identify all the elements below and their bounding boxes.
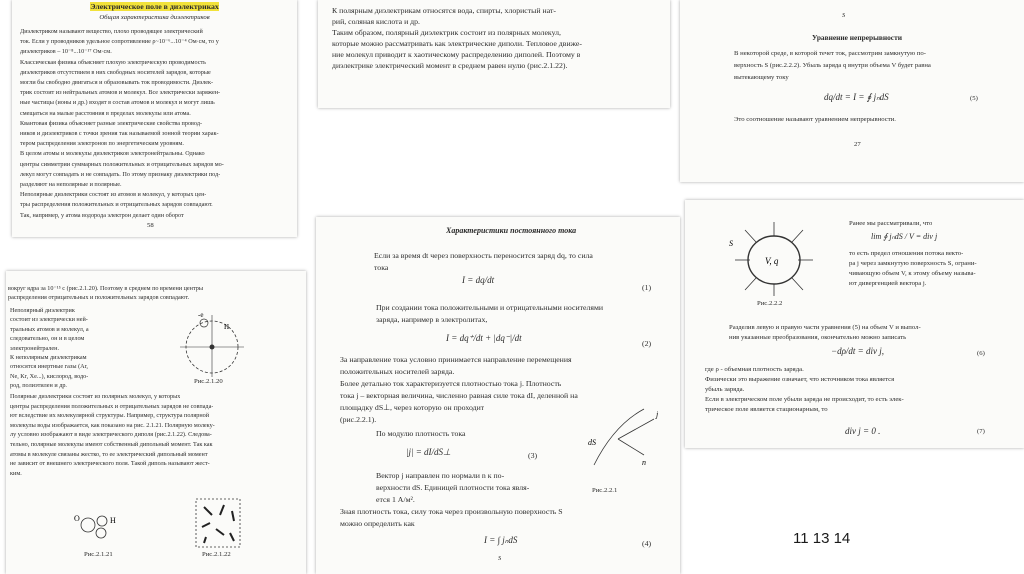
oxygen-label: O (74, 514, 80, 523)
text-line: не зависит от внешнего электрического поля. Такой диполь называют жест- (10, 460, 210, 468)
top-mark: S (842, 12, 846, 19)
text-line: диэлектрике электрический момент в среднем равен нулю (рис.2.1.22). (332, 61, 568, 70)
figure-caption-2-1-22: Рис.2.1.22 (202, 551, 231, 558)
text-line: Вектор j направлен по нормали n к по- (376, 471, 505, 480)
scan-page-nonpolar-polar (6, 271, 306, 574)
equation-1: I = dq/dt (462, 275, 495, 285)
text-line: Неполярный диэлектрик (10, 307, 75, 314)
current-density-figure (584, 405, 670, 487)
text-line: ют дивергенцией вектора j. (849, 280, 927, 287)
text-line: За направление тока условно принимается направление перемещения (340, 355, 572, 364)
volume-label: V, q (765, 256, 779, 266)
scan-page-polar-dielectrics (318, 0, 670, 108)
text-line: убыль заряда. (705, 386, 745, 393)
equation-6-number: (6) (977, 350, 985, 357)
dipoles-figure (194, 497, 242, 549)
figure-caption-2-1-21: Рис.2.1.21 (84, 551, 113, 558)
dipole (216, 529, 224, 535)
water-molecule-figure (74, 507, 124, 547)
flux-arrow (792, 230, 803, 242)
hydrogen-label: H (110, 516, 116, 525)
text-line: ние молекул приводит к хаотическому распределению диполей. Поэтому в (332, 50, 581, 59)
text-line: ют вследствие их молекулярной структуры. Например, структура полярной (10, 412, 210, 420)
n-label: n (642, 458, 646, 467)
surface-label: S (729, 239, 733, 248)
text-line: ников и диэлектриков с точки зрения так называемой зонной теории харак- (20, 130, 219, 137)
text-line: рий, соляная кислота и др. (332, 17, 421, 26)
dipole (232, 511, 234, 521)
equation-7: div j = 0 . (845, 426, 881, 436)
text-line: ра j через замкнутую поверхность S, ограни- (849, 260, 977, 267)
text-line: Так, например, у атома водорода электрон делает один оборот (20, 211, 184, 219)
text-line: трическое поле является стационарным, то (705, 406, 828, 413)
text-line: К полярным диэлектрикам относятся вода, спирты, хлористый нат- (332, 6, 556, 15)
figure-caption-2-2-2: Рис.2.2.2 (757, 300, 783, 307)
text-line: диэлектриков – 10⁻⁸...10⁻¹⁷ Ом·см. (20, 48, 112, 56)
text-line: относятся инертные газы (Ar, (10, 363, 88, 371)
text-line: лу условно изображают в виде электрического диполя (рис.2.1.22). Следова- (10, 431, 212, 439)
scan-page-direct-current (316, 217, 680, 574)
equation-2-number: (2) (642, 339, 652, 348)
page-subtitle: Общая характеристика диэлектриков (99, 14, 210, 21)
hydrogen-atom (96, 528, 106, 538)
text-line: заряда, например в электролитах, (376, 315, 488, 324)
text-line: положительных носителей заряда. (340, 367, 455, 376)
text-line: центры симметрии суммарных положительных и отрицательных зарядов мо- (20, 160, 224, 168)
text-line: молекулы воды изображается, как показано на рис. 2.1.21. Полярную молеку- (10, 421, 215, 429)
text-line: род, полиэтилен и др. (10, 382, 67, 390)
text-line: Неполярные диэлектрики состоят из атомов и молекул, у которых цен- (20, 191, 207, 199)
text-line: В целом атомы и молекулы диэлектриков электронейтральны. Однако (20, 150, 205, 158)
page-title: Электрическое поле в диэлектриках (90, 2, 219, 11)
text-line: диэлектриков отсутствием в них свободных носителей зарядов, которые (20, 68, 211, 76)
text-line: Ne, Kr, Xe...), кислород, водо- (10, 372, 89, 380)
nucleus (210, 345, 215, 350)
electron-label: -e (198, 311, 204, 319)
equation-4-number: (4) (642, 539, 652, 548)
text-line: тры распределения положительных и отрицательных зарядов совпадают. (20, 201, 213, 209)
text-line: тока j – векторная величина, численно равная силе тока dI, деленной на (340, 391, 578, 400)
dipole (230, 533, 234, 541)
equation-3-number: (3) (528, 451, 538, 460)
equation-1-number: (1) (642, 283, 652, 292)
text-line: тером распределения электронов по энергетическим уровням. (20, 140, 184, 148)
text-line: чивающую объем V, к этому объему называ- (849, 270, 976, 277)
ds-label: dS (588, 438, 596, 447)
text-line: Квантовая физика объясняет разные электрические свойства провод- (20, 119, 203, 127)
text-line: Полярные диэлектрики состоят из полярных молекул, у которых (10, 393, 181, 400)
equation-2: I = dq⁺/dt + |dq⁻|/dt (446, 333, 522, 343)
page-number: 58 (147, 222, 154, 229)
text-line: разделяют на неполярные и полярные. (20, 181, 122, 188)
text-line: вокруг ядра за 10⁻¹⁵ с (рис.2.1.20). Поэтому в среднем по времени центры (8, 285, 204, 292)
slide-number: 11 13 14 (793, 530, 851, 547)
text-line: то есть предел отношения потока векто- (849, 250, 964, 257)
text-line: распределения отрицательных и положительных зарядов совпадают. (8, 294, 190, 301)
text-line: ные частицы (ионы и др.) входят в состав атомов и молекул и могут лишь (20, 99, 215, 107)
text-line: ким. (10, 469, 22, 477)
text-line: Классическая физика объясняет плохую электрическую проводимость (20, 58, 206, 66)
text-line: могли бы свободно двигаться и образовывать ток проводимости. Диэлек- (20, 79, 214, 86)
text-line: смещаться на малые расстояния в пределах молекулы или атома. (20, 109, 191, 117)
j-label: j (656, 410, 659, 419)
text-line: тральных атомов и молекул, а (10, 325, 89, 333)
normal-vector (618, 439, 644, 455)
text-line: атомы в молекуле связаны жестко, то ее электрический дипольный момент (10, 450, 208, 458)
text-line: Ранее мы рассматривали, что (849, 220, 933, 227)
text-line: можно определить как (340, 519, 415, 528)
continuity-note: Это соотношение называют уравнением непрерывности. (734, 116, 896, 123)
oxygen-atom (81, 518, 95, 532)
dipole (220, 505, 224, 515)
text-line: верхности dS. Единицей плотности тока явля- (376, 483, 530, 492)
text-line: следовательно, он и в целом (10, 335, 85, 343)
flux-arrow (745, 278, 756, 290)
text-line: К неполярным диэлектрикам (10, 354, 87, 361)
scan-page-divergence (685, 200, 1024, 448)
equation-4-subscript: S (498, 555, 502, 562)
text-line: Физически это выражение означает, что источником тока является (705, 376, 895, 383)
scan-page-continuity-equation (680, 0, 1024, 182)
text-line: ток. Если у проводников удельное сопротивление ρ~10⁻⁶...10⁻⁴ Ом·см, то у (20, 38, 219, 46)
equation-7-number: (7) (977, 428, 985, 435)
text-line: состоит из электрически ней- (10, 316, 88, 324)
equation-number: (5) (970, 95, 978, 102)
current-density-modulus: По модулю плотность тока (376, 429, 466, 438)
dipole (202, 523, 210, 527)
text-line: трик состоит из нейтральных атомов и молекул. Все электрически заряжен- (20, 89, 221, 97)
atom-figure (174, 307, 254, 377)
text-line: нив указанные преобразования, окончательно можно записать (729, 334, 907, 341)
equation-6: −dρ/dt = div j, (831, 346, 884, 356)
flux-arrow (792, 278, 803, 290)
text-line: где ρ - объемная плотность заряда. (705, 366, 804, 373)
surface-curve (594, 409, 644, 465)
text-line: Разделив левую и правую части уравнения (5) на объем V и выпол- (729, 324, 921, 331)
text-line: Если за время dt через поверхность переносится заряд dq, то сила (374, 251, 593, 260)
scan-page-dielectrics-intro (12, 0, 297, 237)
text-line: Более детально ток характеризуется плотностью тока j. Плотность (340, 379, 562, 388)
text-line: лекул могут совпадать и не совпадать. По этому признаку диэлектрики под- (20, 170, 221, 178)
text-line: При создании тока положительными и отрицательными носителями (376, 303, 604, 312)
text-line: Таким образом, полярный диэлектрик состоит из полярных молекул, (332, 28, 561, 37)
equation-4: I = ∫ jₙdS (484, 535, 518, 545)
hydrogen-atom (97, 516, 107, 526)
text-line: Диэлектриком называют вещество, плохо проводящее электрический (20, 28, 203, 35)
text-line: площадку dS⊥, через которую он проходит (340, 403, 485, 412)
section-heading: Характеристики постоянного тока (446, 227, 577, 235)
text-line: верхность S (рис.2.2.2). Убыль заряда q внутри объема V будет равна (734, 62, 931, 69)
equation-3: |j| = dI/dS⊥ (406, 447, 451, 457)
dipole (204, 537, 206, 543)
page-number: 27 (854, 141, 861, 148)
flux-arrow (745, 230, 756, 242)
hydrogen-label: H (224, 323, 230, 331)
equation-div-limit: lim ∮ jₙdS / V = div j (871, 232, 938, 241)
text-line: тока (374, 263, 389, 272)
j-vector (618, 419, 654, 439)
text-line: В некоторой среде, в которой течет ток, рассмотрим замкнутую по- (734, 50, 926, 57)
text-line: тельно, полярные молекулы имеют собственный дипольный момент. Так как (10, 441, 213, 448)
figure-caption-2-1-20: Рис.2.1.20 (194, 378, 223, 385)
text-line: Если в электрическом поле убыли заряда не происходит, то есть элек- (705, 396, 904, 403)
text-line: электронейтрален. (10, 344, 60, 352)
dipole (204, 507, 212, 515)
closed-surface-figure (729, 218, 819, 298)
figure-caption-2-2-1: Рис.2.2.1 (592, 487, 618, 494)
text-line: Зная плотность тока, силу тока через произвольную поверхность S (340, 507, 563, 516)
text-line: которые можно рассматривать как электрические диполи. Тепловое движе- (332, 39, 582, 48)
text-line: ется 1 А/м². (376, 495, 415, 504)
text-line: вытекающему току (734, 74, 789, 81)
text-line: центры распределения положительных и отрицательных зарядов не совпада- (10, 402, 214, 410)
equation-5: dq/dt = I = ∮ jₙdS (824, 92, 889, 102)
section-heading: Уравнение непрерывности (812, 34, 902, 42)
text-line: (рис.2.2.1). (340, 415, 377, 424)
